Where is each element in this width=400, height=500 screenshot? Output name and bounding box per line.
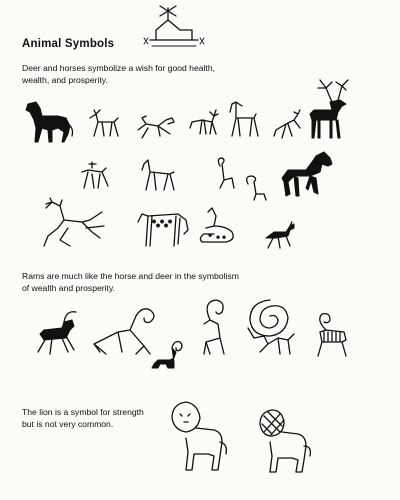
deer-horses-line-2: wealth, and prosperity. (22, 75, 108, 85)
rider-horse-icon (78, 158, 110, 192)
patterned-lion-icon (256, 406, 314, 474)
outline-lion-icon (168, 398, 230, 474)
rams-line-1: Rams are much like the horse and deer in the symbolism (22, 271, 239, 281)
leaping-black-deer-icon (262, 222, 296, 252)
rams-line-2: of wealth and prosperity. (22, 283, 115, 293)
small-stick-horse-icon (138, 158, 178, 194)
lion-line-2: but is not very common. (22, 419, 114, 429)
spotted-deer-icon (134, 208, 190, 248)
page-title: Animal Symbols (22, 38, 115, 50)
lion-text (22, 406, 144, 430)
lying-fawn-icon (196, 206, 238, 246)
header-motif-icon (138, 0, 210, 50)
leaping-deer-icon (272, 110, 302, 142)
galloping-horse-icon (38, 198, 108, 250)
running-black-horse-icon (280, 152, 334, 200)
black-goat-icon (34, 308, 82, 358)
striped-ram-icon (312, 312, 352, 358)
curly-ram-figure-icon (212, 154, 268, 200)
swirl-wool-ram-icon (244, 298, 300, 358)
horned-goat-icon (196, 298, 236, 356)
deer-horses-line-1: Deer and horses symbolize a wish for good health, (22, 63, 215, 73)
black-stag-icon (306, 80, 352, 140)
running-fox-deer-icon (136, 114, 176, 140)
lion-line-1: The lion is a symbol for strength (22, 407, 144, 417)
stick-deer-icon (86, 110, 122, 140)
tall-stick-horse-icon (224, 100, 260, 140)
antlered-deer-icon (186, 106, 220, 140)
black-horse-icon (22, 98, 74, 144)
rams-text (22, 270, 239, 294)
small-black-ram-icon (150, 340, 184, 370)
deer-horses-text (22, 62, 215, 86)
